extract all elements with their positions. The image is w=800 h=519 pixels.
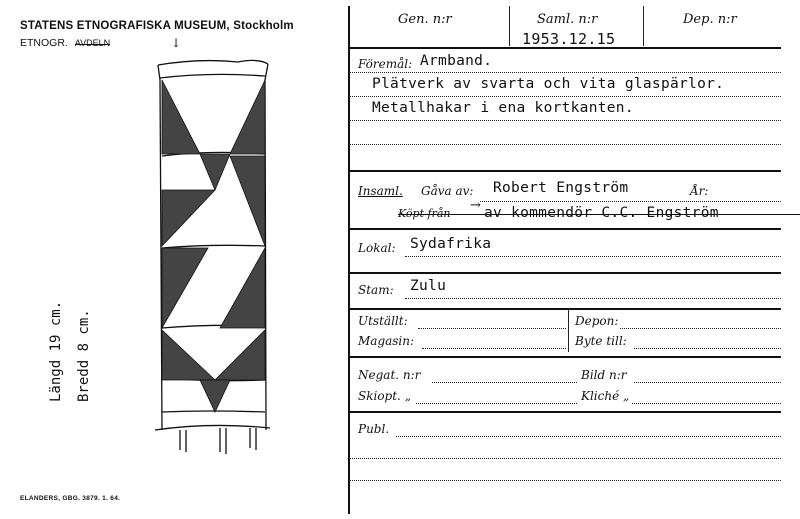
insaml-label: Insaml.: [358, 184, 403, 198]
storage-divider: [568, 310, 569, 352]
saml-label: Saml. n:r: [537, 12, 598, 27]
depon-label: Depon:: [575, 314, 619, 328]
saml-value: 1953.12.15: [522, 30, 616, 48]
section-rule: [349, 356, 781, 358]
bracelet-sketch: [140, 50, 290, 470]
dep-label: Dep. n:r: [683, 12, 737, 27]
arrow-down-icon: ↓: [171, 36, 182, 50]
gava-label: Gåva av:: [421, 184, 474, 198]
gava-value: Robert Engström: [493, 180, 629, 196]
printer-mark: ELANDERS, GBG. 3879. 1. 64.: [20, 495, 121, 502]
header-divider-2: [643, 6, 644, 46]
magasin-label: Magasin:: [358, 334, 415, 348]
dotted-line: [396, 436, 781, 437]
department-prefix: ETNOGR.: [20, 37, 68, 49]
dotted-line: [349, 96, 781, 97]
utstallt-label: Utställt:: [358, 314, 408, 328]
arrow-right-icon: →: [470, 198, 481, 213]
card-left-border: [348, 6, 350, 514]
publ-label: Publ.: [358, 422, 390, 436]
foremal-line-3: Metallhakar i ena kortkanten.: [372, 100, 634, 116]
header-divider-1: [509, 6, 510, 46]
byte-label: Byte till:: [575, 334, 627, 348]
museum-title: STATENS ETNOGRAFISKA MUSEUM,: [20, 20, 230, 32]
kliche-label: Kliché „: [581, 389, 630, 403]
dotted-line: [416, 403, 577, 404]
negat-label: Negat. n:r: [358, 368, 421, 382]
gen-label: Gen. n:r: [398, 12, 452, 27]
dotted-line: [349, 458, 781, 459]
dotted-line: [349, 144, 781, 145]
department-line: [20, 37, 110, 49]
skiopt-label: Skiopt. „: [358, 389, 411, 403]
dotted-line: [480, 201, 781, 202]
lokal-value: Sydafrika: [410, 236, 492, 252]
department-struck: AVDELN: [74, 38, 111, 48]
dotted-line: [620, 328, 781, 329]
dotted-line: [632, 403, 781, 404]
museum-city: Stockholm: [233, 20, 294, 32]
dotted-line: [405, 298, 781, 299]
dotted-line: [634, 348, 781, 349]
section-rule: [349, 272, 781, 274]
section-rule: [349, 411, 781, 413]
lokal-label: Lokal:: [358, 241, 396, 255]
dotted-line: [405, 256, 781, 257]
section-rule: [349, 228, 781, 230]
dotted-line: [418, 328, 566, 329]
museum-header: [20, 20, 294, 32]
dotted-line: [432, 382, 577, 383]
bild-label: Bild n:r: [581, 368, 627, 382]
dotted-line: [634, 382, 781, 383]
stam-label: Stam:: [358, 283, 394, 297]
foremal-line-1: Armband.: [420, 53, 493, 69]
length-measurement: Längd 19 cm.: [48, 300, 64, 402]
kopt-value: av kommendör C.C. Engström: [484, 205, 719, 221]
dotted-line: [422, 348, 566, 349]
width-measurement: Bredd 8 cm.: [76, 309, 92, 402]
stam-value: Zulu: [410, 278, 447, 294]
kopt-label: Köpt från: [398, 207, 800, 220]
section-rule: [349, 170, 781, 172]
foremal-line-2: Plätverk av svarta och vita glaspärlor.: [372, 76, 725, 92]
foremal-label: Föremål:: [358, 57, 413, 71]
dotted-line: [349, 120, 781, 121]
header-rule: [349, 47, 781, 49]
dotted-line: [349, 72, 781, 73]
ar-label: År:: [690, 184, 709, 198]
dotted-line: [349, 480, 781, 481]
section-rule: [349, 308, 781, 310]
